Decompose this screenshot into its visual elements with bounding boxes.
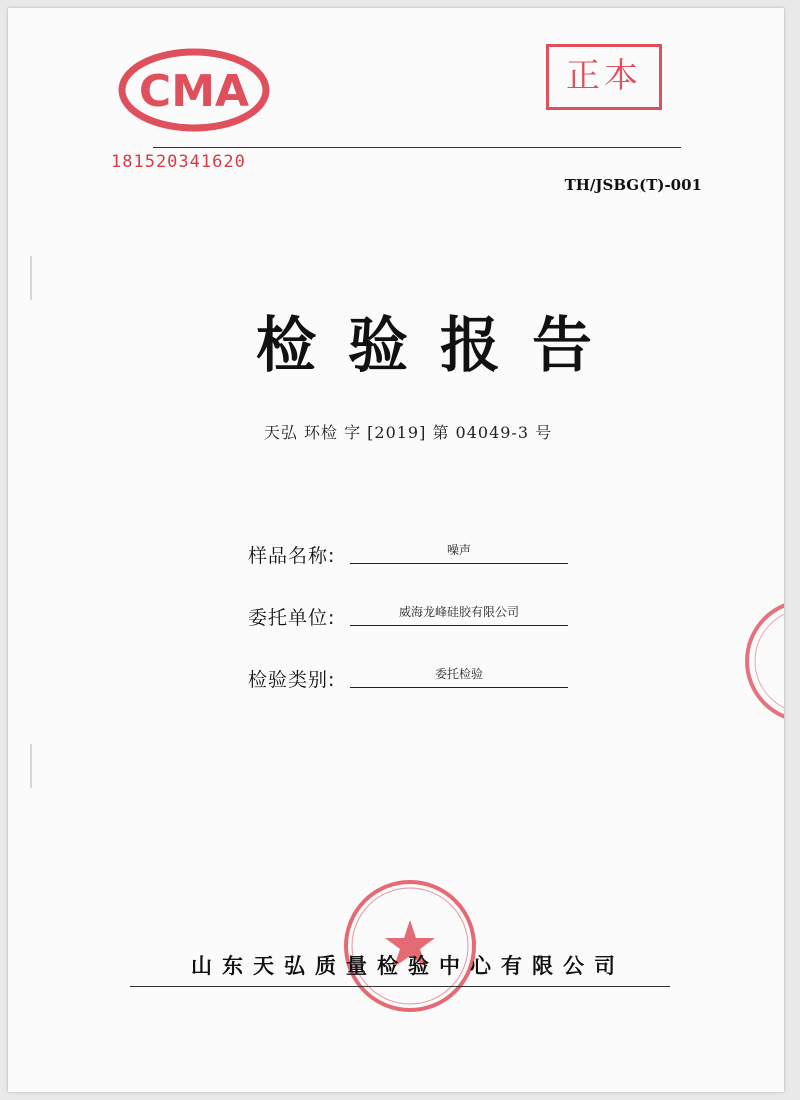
- company-round-seal: [340, 876, 480, 1016]
- original-copy-stamp: 正本: [546, 44, 662, 110]
- binding-hole: [30, 256, 42, 300]
- header-divider: [153, 147, 681, 148]
- issuing-company: 山东天弘质量检验中心有限公司: [191, 954, 625, 978]
- field-value: 委托检验: [350, 665, 568, 688]
- cma-logo-stamp: [118, 48, 270, 132]
- field-label: 样品名称:: [248, 545, 336, 567]
- field-label: 委托单位:: [248, 607, 336, 629]
- cma-mark-text: CMA: [138, 66, 250, 117]
- field-label: 检验类别:: [248, 669, 336, 691]
- field-value: 噪声: [350, 541, 568, 564]
- footer-divider: [130, 986, 670, 987]
- field-inspection-type: [248, 662, 568, 692]
- field-sample-name: [248, 538, 568, 568]
- cross-page-seal: [743, 596, 784, 726]
- report-title: 检验报告: [256, 311, 624, 381]
- binding-hole: [30, 744, 42, 788]
- field-value: 威海龙峰硅胶有限公司: [350, 603, 568, 626]
- report-number: 天弘 环检 字 [2019] 第 04049-3 号: [263, 423, 553, 442]
- document-code: TH/JSBG(T)-001: [564, 176, 702, 194]
- report-page: [8, 8, 784, 1092]
- cma-certificate-number: 181520341620: [111, 152, 246, 172]
- field-client: [248, 600, 568, 630]
